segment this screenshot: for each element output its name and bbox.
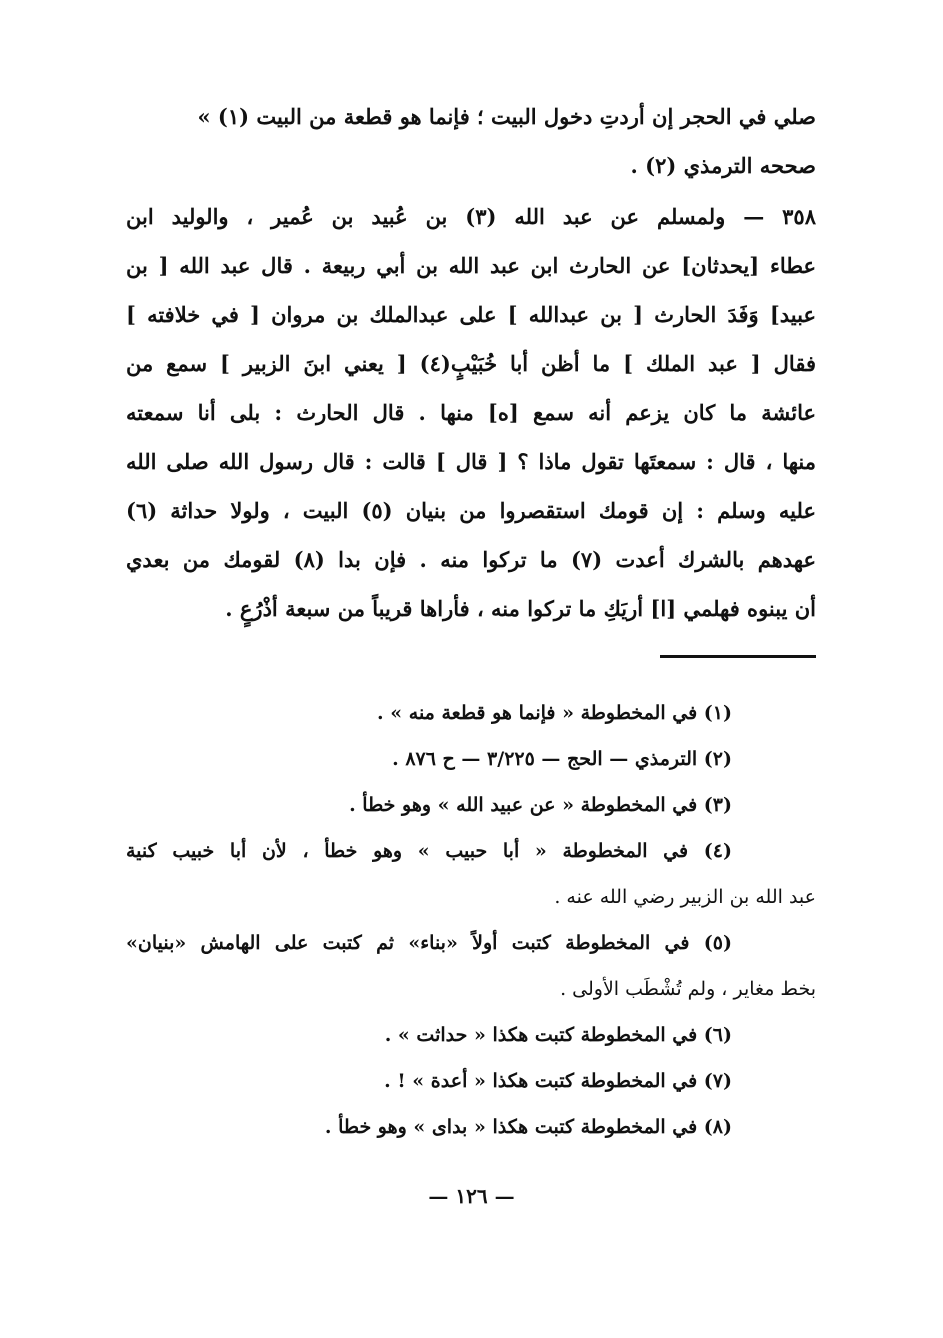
body-line: عهدهم بالشرك أعدت (٧) ما تركوا منه . فإن بدا (٨) لقومك من بعدي xyxy=(126,547,816,572)
body-line: فقال [ عبد الملك ] ما أظن أبا خُبَيْبٍ(٤) [ يعني ابنَ الزبير ] سمع من xyxy=(126,351,816,376)
body-line: أن يبنوه فهلمي [ا] أريَكِ ما تركوا منه ، فأراها قريباً من سبعة أذْرُعٍ . xyxy=(225,596,816,621)
body-line: عطاء [يحدثان] عن الحارث ابن عبد الله بن أبي ربيعة . قال عبد الله [ بن xyxy=(126,253,816,278)
footnote-3: (٣) في المخطوطة « عن عبيد الله » وهو خطأ . xyxy=(349,794,732,816)
footnotes xyxy=(126,690,816,1150)
footnote-2: (٢) الترمذي — الحج — ٣/٢٢٥ — ح ٨٧٦ . xyxy=(392,748,732,770)
body-line: صححه الترمذي (٢) . xyxy=(630,153,816,178)
body-line: عبيد] وَفَدَ الحارث [ بن عبدالله ] على عبدالملك بن مروان [ في خلافته ] xyxy=(126,302,816,327)
footnote-6: (٦) في المخطوطة كتبت هكذا « حداثت » . xyxy=(384,1024,732,1046)
footnote-8: (٨) في المخطوطة كتبت هكذا « بداى » وهو خطأ . xyxy=(324,1116,732,1138)
body-line: منها ، قال : سمعتَها تقول ماذا ؟ [ قال ] قالت : قال رسول الله صلى الله xyxy=(126,449,816,474)
footnote-5: (٥) في المخطوطة كتبت أولاً «بناء» ثم كتبت على الهامش «بنيان» xyxy=(126,932,732,954)
page-number: — ١٢٦ — xyxy=(428,1184,515,1208)
body-line: عائشة ما كان يزعم أنه سمع [ه] منها . قال الحارث : بلى أنا سمعته xyxy=(126,400,816,425)
footnote-separator xyxy=(660,655,816,658)
footnote-4-continued: عبد الله بن الزبير رضي الله عنه . xyxy=(554,886,816,908)
body-line: عليه وسلم : إن قومك استقصروا من بنيان (٥) البيت ، ولولا حداثة (٦) xyxy=(126,498,816,523)
body-line: صلي في الحجر إن أردتِ دخول البيت ؛ فإنما هو قطعة من البيت (١) » xyxy=(197,104,816,129)
hadith-358-line: ٣٥٨ — ولمسلم عن عبد الله (٣) بن عُبيد بن عُمير ، والوليد ابن xyxy=(126,204,816,229)
main-text xyxy=(126,92,816,633)
footnote-5-continued: بخط مغاير ، ولم تُشْطَب الأولى . xyxy=(560,978,816,1000)
footnote-7: (٧) في المخطوطة كتبت هكذا « أعدة » ! . xyxy=(384,1070,732,1092)
footnote-4: (٤) في المخطوطة « أبا حبيب » وهو خطأ ، لأن أبا خبيب كنية xyxy=(126,840,732,862)
footnote-1: (١) في المخطوطة « فإنما هو قطعة منه » . xyxy=(377,702,732,724)
